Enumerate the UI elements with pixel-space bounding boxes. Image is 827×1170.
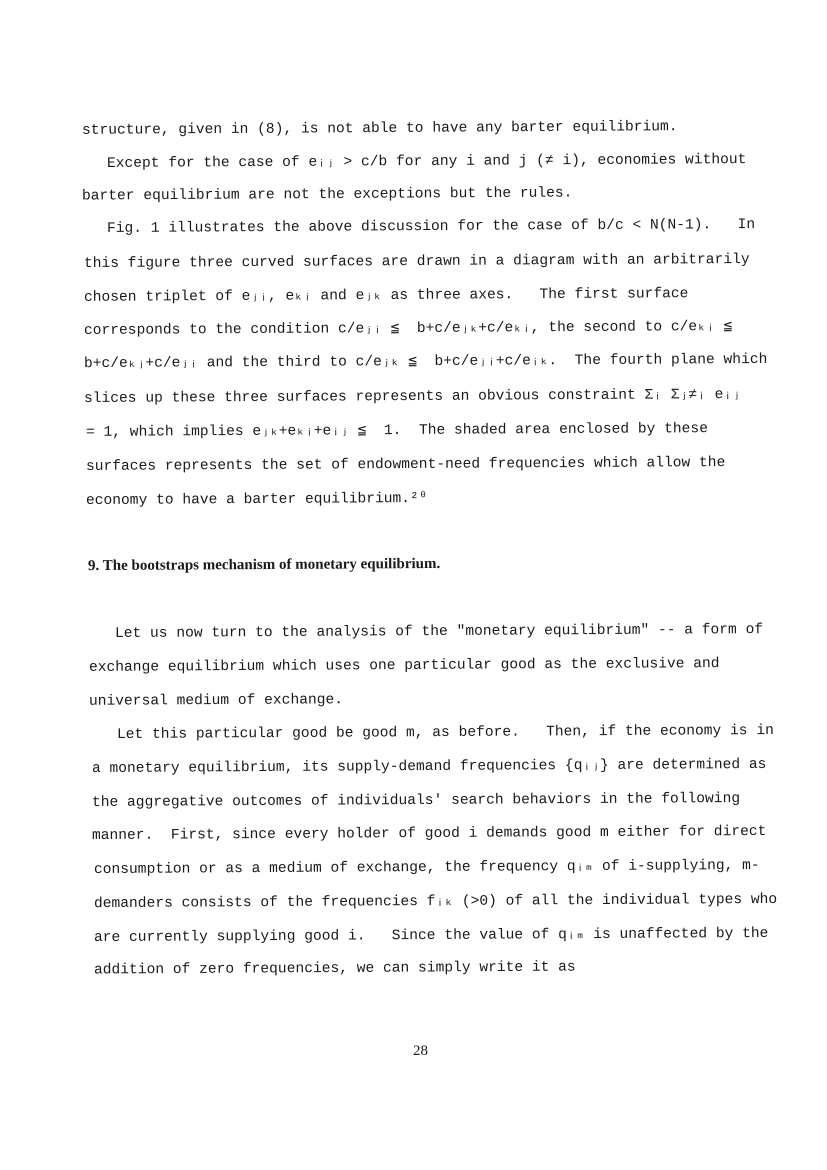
text-line: = 1, which implies eⱼₖ+eₖᵢ+eᵢⱼ ≦ 1. The shaded area enclosed by these — [85, 421, 708, 441]
text-line: addition of zero frequencies, we can simply write it as — [93, 959, 576, 979]
text-line: Let this particular good be good m, as before. Then, if the economy is in — [116, 722, 774, 744]
text-line: surfaces represents the set of endowment-need frequencies which allow the — [85, 455, 726, 475]
text-line: slices up these three surfaces represents an obvious constraint Σᵢ Σⱼ≠ᵢ eᵢⱼ — [83, 386, 741, 408]
text-line: demanders consists of the frequencies fᵢₖ (>0) of all the individual types who — [93, 891, 778, 913]
text-line: exchange equilibrium which uses one particular good as the exclusive and — [88, 656, 720, 676]
text-line: Except for the case of eᵢⱼ > c/b for any i and j (≠ i), economies without — [106, 152, 747, 172]
text-line: corresponds to the condition c/eⱼᵢ ≦ b+c/eⱼₖ+c/eₖᵢ, the second to c/eₖᵢ ≦ — [83, 319, 733, 339]
text-line: a monetary equilibrium, its supply-demand frequencies {qᵢⱼ} are determined as — [91, 756, 767, 778]
text-line: chosen triplet of eⱼᵢ, eₖᵢ and eⱼₖ as three axes. The first surface — [83, 286, 689, 306]
page-number: 28 — [413, 1043, 428, 1059]
text-line: Let us now turn to the analysis of the "monetary equilibrium" -- a form of — [114, 622, 764, 642]
text-line: this figure three curved surfaces are drawn in a diagram with an arbitrarily — [83, 251, 750, 273]
section-heading: 9. The bootstraps mechanism of monetary equilibrium. — [87, 555, 441, 575]
text-line: consumption or as a medium of exchange, the frequency qᵢₘ of i-supplying, m- — [93, 857, 760, 879]
text-line: manner. First, since every holder of good i demands good m either for direct — [91, 823, 767, 845]
text-line: b+c/eₖⱼ+c/eⱼᵢ and the third to c/eⱼₖ ≦ b+c/eⱼᵢ+c/eᵢₖ. The fourth plane which — [83, 351, 768, 373]
text-line: barter equilibrium are not the exceptions but the rules. — [81, 185, 573, 205]
text-line: universal medium of exchange. — [88, 692, 344, 710]
text-line: structure, given in (8), is not able to have any barter equilibrium. — [81, 119, 678, 139]
text-line: economy to have a barter equilibrium.²⁰ — [85, 490, 428, 510]
text-line: the aggregative outcomes of individuals' search behaviors in the following — [91, 791, 741, 811]
text-line: Fig. 1 illustrates the above discussion for the case of b/c < N(N-1). In — [106, 217, 756, 237]
text-line: are currently supplying good i. Since the value of qᵢₘ is unaffected by the — [93, 925, 769, 947]
